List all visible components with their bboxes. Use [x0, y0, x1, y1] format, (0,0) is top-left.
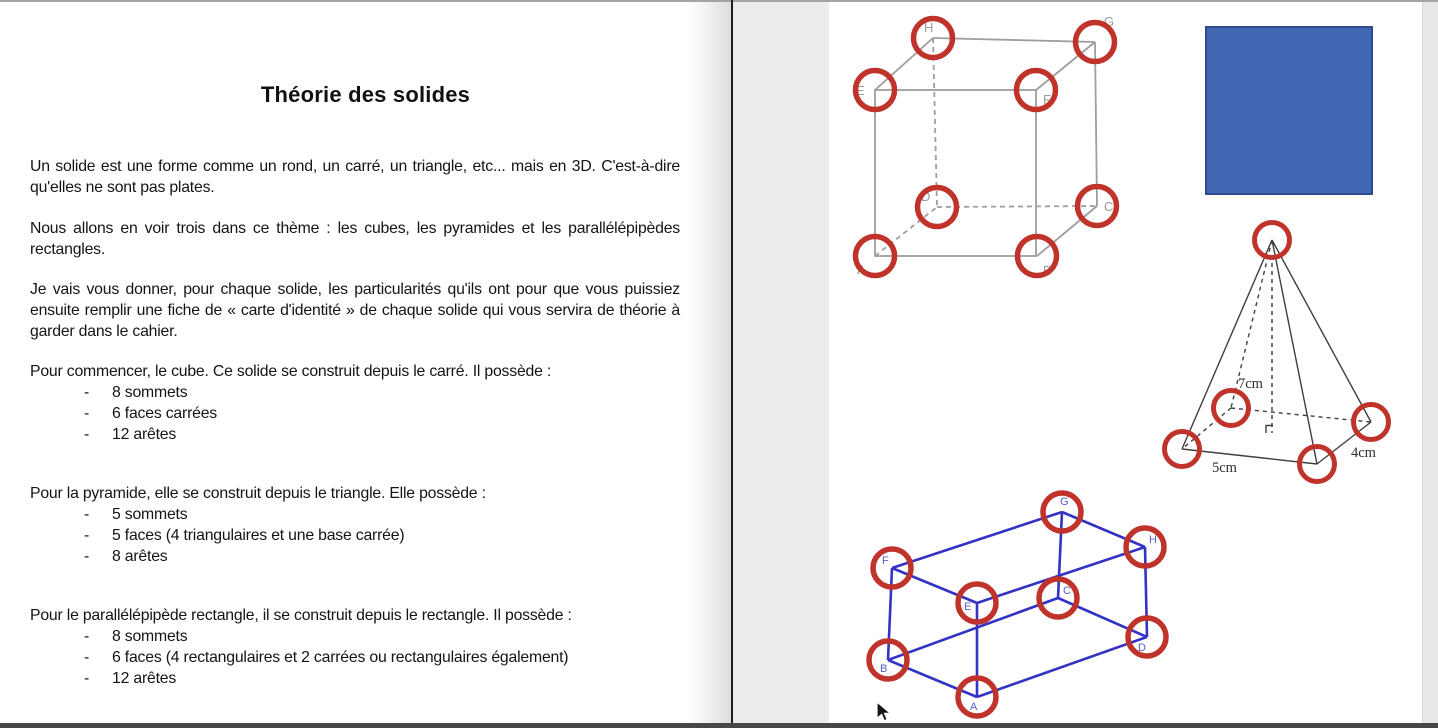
- parallelepiped-vertex-label-d: D: [1138, 642, 1146, 654]
- cube-bullet-faces: 6 faces carrées: [112, 404, 217, 422]
- bullet-dash: -: [84, 669, 90, 687]
- pyramid-base-front-label: 5cm: [1212, 460, 1237, 476]
- pyramid-base-side-label: 4cm: [1351, 445, 1376, 461]
- list-item: [30, 383, 690, 404]
- cube-vertex-label-c: C: [1104, 199, 1114, 214]
- list-item: [30, 526, 690, 547]
- paragraph-three-solids: Nous allons en voir trois dans ce thème : les cubes, les pyramides et les parallélépipèdes rectangles.: [30, 220, 680, 258]
- cube-vertex-label-h: H: [924, 20, 934, 35]
- paragraph-intro-solids: Un solide est une forme comme un rond, un carré, un triangle, etc... mais en 3D. C'est-à-dire qu'elles ne sont pas plates.: [30, 158, 680, 196]
- parallelepiped-bullet-sommets: 8 sommets: [112, 627, 188, 645]
- pyramid-figure: [1155, 215, 1395, 490]
- pyramid-height-label: 7cm: [1238, 376, 1263, 392]
- pyramid-bullet-sommets: 5 sommets: [112, 505, 188, 523]
- bullet-dash: -: [84, 425, 90, 443]
- cube-bullet-aretes: 12 arêtes: [112, 425, 177, 443]
- section-cube: [30, 362, 690, 446]
- mouse-cursor-icon: [876, 701, 894, 725]
- section-parallelepiped: [30, 606, 690, 690]
- bullet-dash: -: [84, 648, 90, 666]
- parallelepiped-figure: [858, 488, 1173, 723]
- cube-vertex-label-d: D: [921, 189, 931, 204]
- pyramid-bullet-aretes: 8 arêtes: [112, 547, 168, 565]
- parallelepiped-bullet-aretes: 12 arêtes: [112, 669, 177, 687]
- bullet-dash: -: [84, 547, 90, 565]
- page-edge-shadow: [688, 2, 731, 723]
- page-gutter: [733, 2, 829, 723]
- bullet-dash: -: [84, 526, 90, 544]
- parallelepiped-bullet-faces: 6 faces (4 rectangulaires et 2 carrées ou rectangulaires également): [112, 648, 569, 666]
- section-parallelepiped-intro: Pour le parallélépipède rectangle, il se construit depuis le rectangle. Il possède :: [30, 607, 572, 624]
- cube-vertex-label-g: G: [1104, 14, 1115, 29]
- bullet-dash: -: [84, 404, 90, 422]
- cube-vertex-label-a: A: [857, 262, 866, 277]
- parallelepiped-vertex-label-e: E: [964, 601, 972, 613]
- bullet-dash: -: [84, 505, 90, 523]
- list-item: [30, 505, 690, 526]
- list-item: [30, 425, 690, 446]
- section-cube-intro: Pour commencer, le cube. Ce solide se construit depuis le carré. Il possède :: [30, 363, 552, 380]
- cube-bullet-sommets: 8 sommets: [112, 383, 188, 401]
- list-item: [30, 669, 690, 690]
- pyramid-bullet-faces: 5 faces (4 triangulaires et une base carrée): [112, 526, 405, 544]
- list-item: [30, 648, 690, 669]
- list-item: [30, 404, 690, 425]
- window-bottom-border: [0, 723, 1438, 728]
- parallelepiped-vertex-label-a: A: [970, 701, 978, 713]
- cube-vertex-label-f: F: [1043, 92, 1051, 107]
- cube-vertex-label-b: B: [1043, 263, 1052, 278]
- section-pyramid-intro: Pour la pyramide, elle se construit depuis le triangle. Elle possède :: [30, 485, 486, 502]
- parallelepiped-vertex-label-c: C: [1063, 585, 1071, 597]
- page-title: Théorie des solides: [260, 82, 471, 107]
- square-figure: [1205, 26, 1373, 195]
- cube-figure: [840, 8, 1132, 280]
- parallelepiped-vertex-label-f: F: [882, 555, 889, 567]
- parallelepiped-vertex-label-b: B: [880, 663, 888, 675]
- cube-vertex-label-e: E: [856, 83, 865, 98]
- section-pyramid: [30, 484, 690, 568]
- viewer-right-margin: [1422, 2, 1438, 723]
- document-page-text: [0, 2, 731, 723]
- list-item: [30, 547, 690, 568]
- bullet-dash: -: [84, 627, 90, 645]
- paragraph-identity-card: Je vais vous donner, pour chaque solide, les particularités qu'ils ont pour que vous puissiez ensuite remplir une fiche de « carte d'identité » de chaque solide qui vous servira de théorie à garder dans le cahier.: [30, 281, 680, 340]
- bullet-dash: -: [84, 383, 90, 401]
- parallelepiped-vertex-label-h: H: [1149, 534, 1157, 546]
- list-item: [30, 627, 690, 648]
- parallelepiped-vertex-label-g: G: [1060, 496, 1069, 508]
